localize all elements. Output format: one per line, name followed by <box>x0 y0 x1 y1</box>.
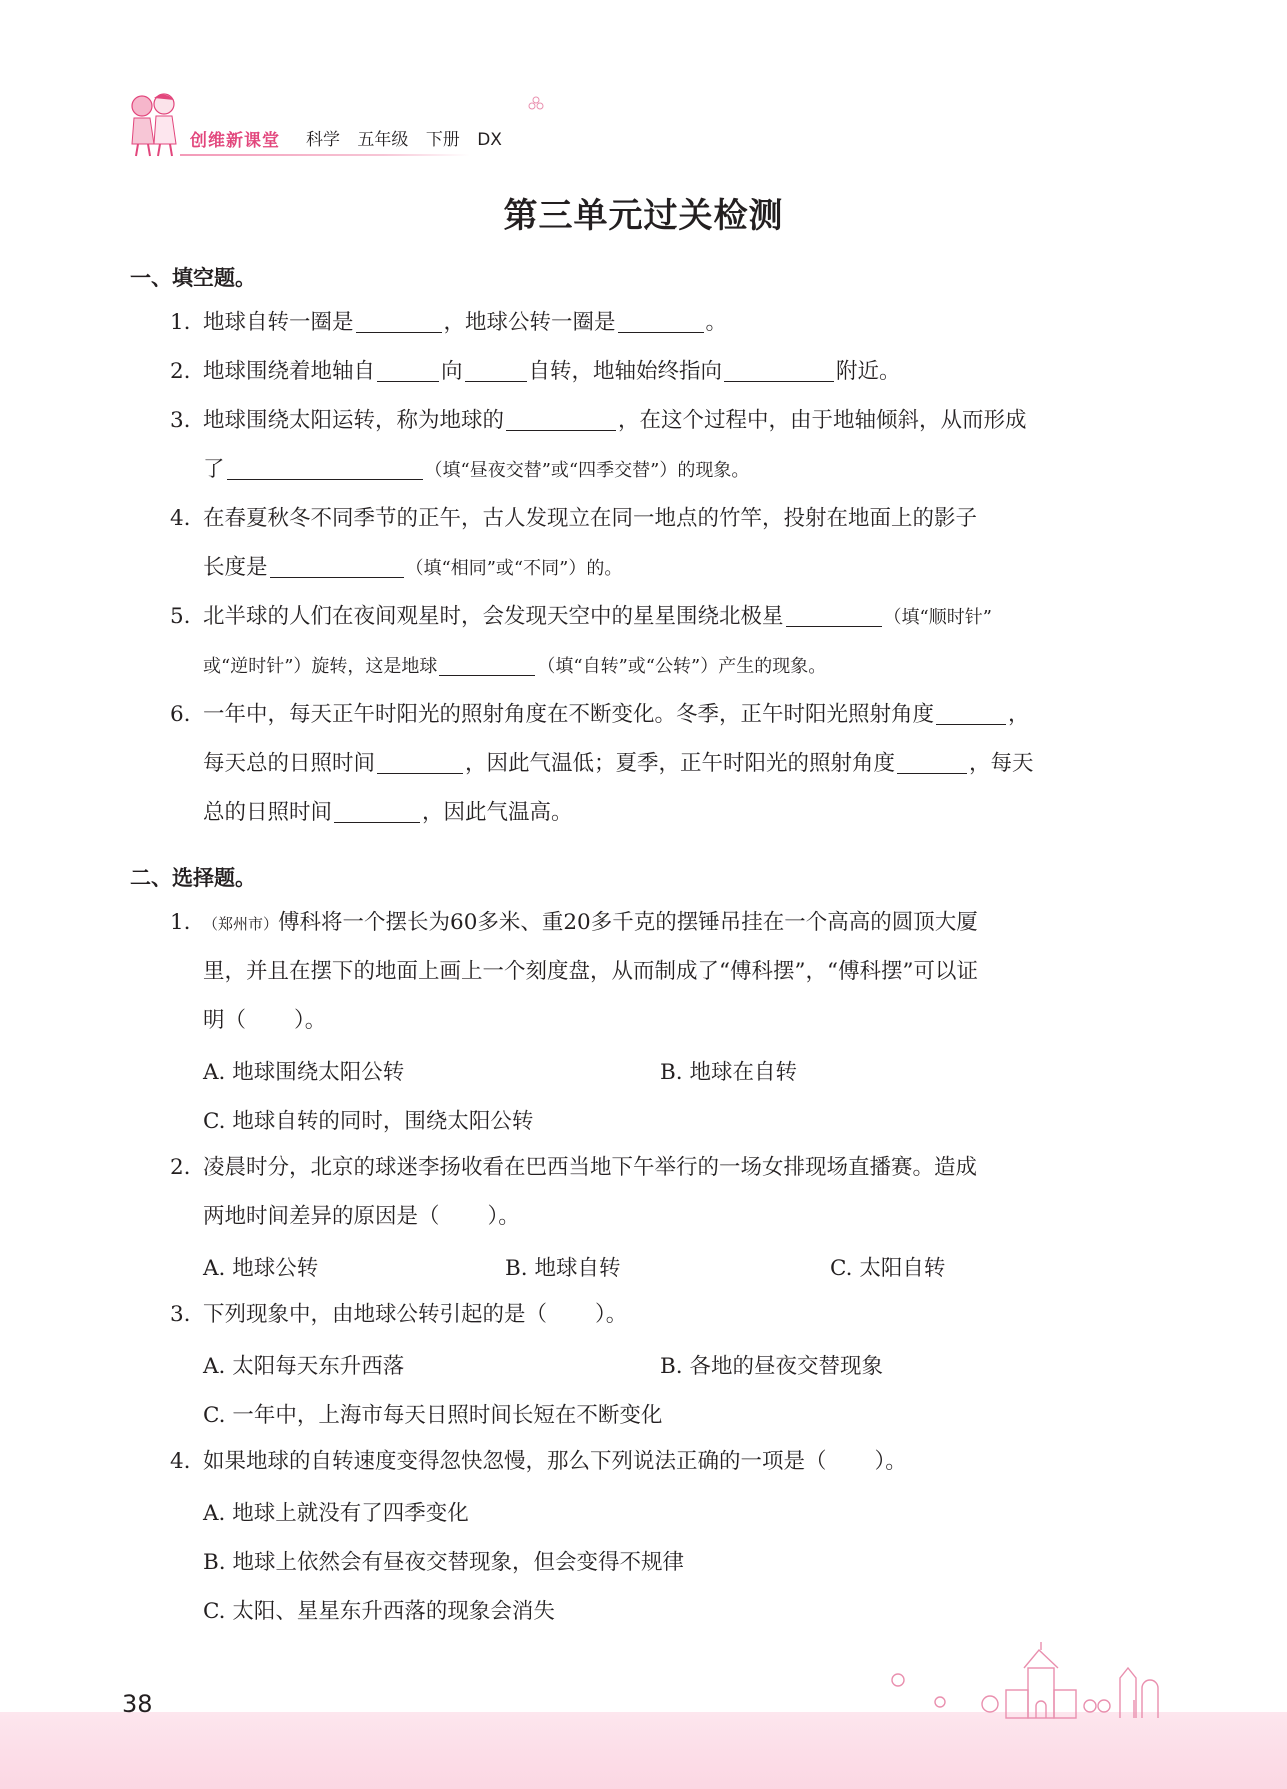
question-text: ，地球公转一圈是 <box>443 310 616 335</box>
choice-option-c[interactable]: C. 太阳、星星东升西落的现象会消失 <box>203 1599 555 1624</box>
question-number: 4. <box>170 506 191 531</box>
flower-icon <box>528 96 544 112</box>
question-text: ，在这个过程中，由于地轴倾斜，从而形成 <box>618 408 1027 433</box>
page-number: 38 <box>122 1690 153 1718</box>
fill-question-2 <box>170 357 901 387</box>
choice-option-a[interactable]: A. 地球上就没有了四季变化 <box>203 1501 469 1526</box>
question-text: 向 <box>441 359 463 384</box>
question-number: 6. <box>170 702 191 727</box>
question-hint: （填“昼夜交替”或“四季交替”）的现象。 <box>424 460 750 481</box>
question-number: 2. <box>170 1155 191 1180</box>
book-info <box>306 125 514 150</box>
question-text: 傅科将一个摆长为60多米、重20多千克的摆锤吊挂在一个高高的圆顶大厦 <box>278 910 978 935</box>
question-text: 凌晨时分，北京的球迷李扬收看在巴西当地下午举行的一场女排现场直播赛。造成 <box>203 1155 978 1180</box>
header-divider <box>180 154 470 156</box>
question-number: 5. <box>170 604 191 629</box>
kids-mascot-icon <box>120 88 190 158</box>
answer-blank[interactable] <box>465 359 527 382</box>
choice-option-c[interactable]: C. 太阳自转 <box>830 1256 946 1281</box>
fill-question-4 <box>170 504 977 534</box>
question-text: 如果地球的自转速度变得忽快忽慢，那么下列说法正确的一项是（ <box>203 1449 827 1474</box>
fill-question-6-cont2 <box>203 798 573 828</box>
question-hint: （填“自转”或“公转”）产生的现象。 <box>537 656 827 677</box>
question-text: ，因此气温高。 <box>422 800 573 825</box>
question-number: 3. <box>170 408 191 433</box>
question-text: 了 <box>203 457 225 482</box>
choice-question-2 <box>170 1153 977 1183</box>
question-number: 1. <box>170 910 191 935</box>
fill-question-6-cont <box>203 749 1034 779</box>
question-text: 。 <box>705 310 728 335</box>
footer-band <box>0 1712 1287 1789</box>
answer-blank[interactable] <box>356 310 442 333</box>
choice-question-1 <box>170 908 978 939</box>
question-number: 4. <box>170 1449 191 1474</box>
question-hint: （填“相同”或“不同”）的。 <box>405 558 623 579</box>
fill-question-4-cont <box>203 553 622 584</box>
question-text: 附近。 <box>836 359 901 384</box>
question-text: 自转，地轴始终指向 <box>528 359 723 384</box>
answer-blank[interactable] <box>724 359 834 382</box>
choice-option-c[interactable]: C. 地球自转的同时，围绕太阳公转 <box>203 1109 534 1134</box>
answer-blank[interactable] <box>618 310 704 333</box>
fill-question-5 <box>170 602 992 633</box>
choice-option-b[interactable]: B. 地球上依然会有昼夜交替现象，但会变得不规律 <box>203 1550 684 1575</box>
question-text: 地球自转一圈是 <box>203 310 354 335</box>
choice-option-c[interactable]: C. 一年中，上海市每天日照时间长短在不断变化 <box>203 1403 663 1428</box>
fill-question-3-cont <box>203 455 749 486</box>
question-source: （郑州市） <box>203 915 279 933</box>
section-heading-fill-blank: 一、填空题。 <box>130 266 256 290</box>
question-text: 总的日照时间 <box>203 800 333 825</box>
question-text: 地球围绕着地轴自 <box>203 359 376 384</box>
choice-option-a[interactable]: A. 地球公转 <box>203 1256 319 1281</box>
fill-question-1 <box>170 308 727 338</box>
question-number: 2. <box>170 359 191 384</box>
question-text: 里，并且在摆下的地面上画上一个刻度盘，从而制成了“傅科摆”，“傅科摆”可以证 <box>203 959 978 984</box>
choice-question-3 <box>170 1300 627 1330</box>
question-text: ）。 <box>294 1008 327 1033</box>
fill-question-3 <box>170 406 1027 436</box>
question-text: ， <box>1008 702 1030 727</box>
section-heading-choice: 二、选择题。 <box>130 866 256 890</box>
choice-question-2-cont <box>203 1202 520 1232</box>
choice-option-a[interactable]: A. 地球围绕太阳公转 <box>203 1060 405 1085</box>
choice-option-b[interactable]: B. 各地的昼夜交替现象 <box>660 1354 883 1379</box>
question-text: 一年中，每天正午时阳光的照射角度在不断变化。冬季，正午时阳光照射角度 <box>203 702 935 727</box>
choice-question-4 <box>170 1447 907 1477</box>
fill-question-6 <box>170 700 1030 730</box>
question-text: ）。 <box>487 1204 520 1229</box>
answer-blank[interactable] <box>439 653 535 676</box>
page-title: 第三单元过关检测 <box>503 196 784 236</box>
answer-blank[interactable] <box>227 457 423 480</box>
question-hint: 或“逆时针”）旋转，这是地球 <box>203 656 438 677</box>
answer-blank[interactable] <box>334 800 420 823</box>
answer-blank[interactable] <box>786 604 882 627</box>
answer-blank[interactable] <box>377 359 439 382</box>
choice-question-1-cont <box>203 957 978 987</box>
volume-label: 下册 <box>425 130 460 150</box>
question-text: ，每天 <box>969 751 1034 776</box>
answer-blank[interactable] <box>936 702 1006 725</box>
question-text: ）。 <box>595 1302 628 1327</box>
choice-option-b[interactable]: B. 地球自转 <box>505 1256 621 1281</box>
question-text: 在春夏秋冬不同季节的正午，古人发现立在同一地点的竹竿，投射在地面上的影子 <box>203 506 978 531</box>
question-text: 北半球的人们在夜间观星时，会发现天空中的星星围绕北极星 <box>203 604 784 629</box>
question-text: ）。 <box>874 1449 907 1474</box>
question-text: 下列现象中，由地球公转引起的是（ <box>203 1302 548 1327</box>
question-number: 1. <box>170 310 191 335</box>
grade-label: 五年级 <box>357 130 409 150</box>
fill-question-5-cont <box>203 651 826 682</box>
question-text: 地球围绕太阳运转，称为地球的 <box>203 408 505 433</box>
question-number: 3. <box>170 1302 191 1327</box>
brand-name: 创维新课堂 <box>190 131 280 151</box>
answer-blank[interactable] <box>897 751 967 774</box>
question-text: 明（ <box>203 1008 247 1033</box>
question-text: 每天总的日照时间 <box>203 751 376 776</box>
edition-label: DX <box>477 130 502 150</box>
question-hint: （填“顺时针” <box>883 607 992 628</box>
subject-label: 科学 <box>306 130 340 150</box>
castle-decoration-icon <box>880 1640 1160 1720</box>
question-text: 两地时间差异的原因是（ <box>203 1204 440 1229</box>
answer-blank[interactable] <box>270 555 404 578</box>
choice-option-b[interactable]: B. 地球在自转 <box>660 1060 797 1085</box>
answer-blank[interactable] <box>506 408 616 431</box>
answer-blank[interactable] <box>377 751 463 774</box>
choice-option-a[interactable]: A. 太阳每天东升西落 <box>203 1354 405 1379</box>
question-text: 长度是 <box>203 555 268 580</box>
question-text: ，因此气温低；夏季，正午时阳光的照射角度 <box>465 751 896 776</box>
choice-question-1-cont2 <box>203 1006 326 1036</box>
